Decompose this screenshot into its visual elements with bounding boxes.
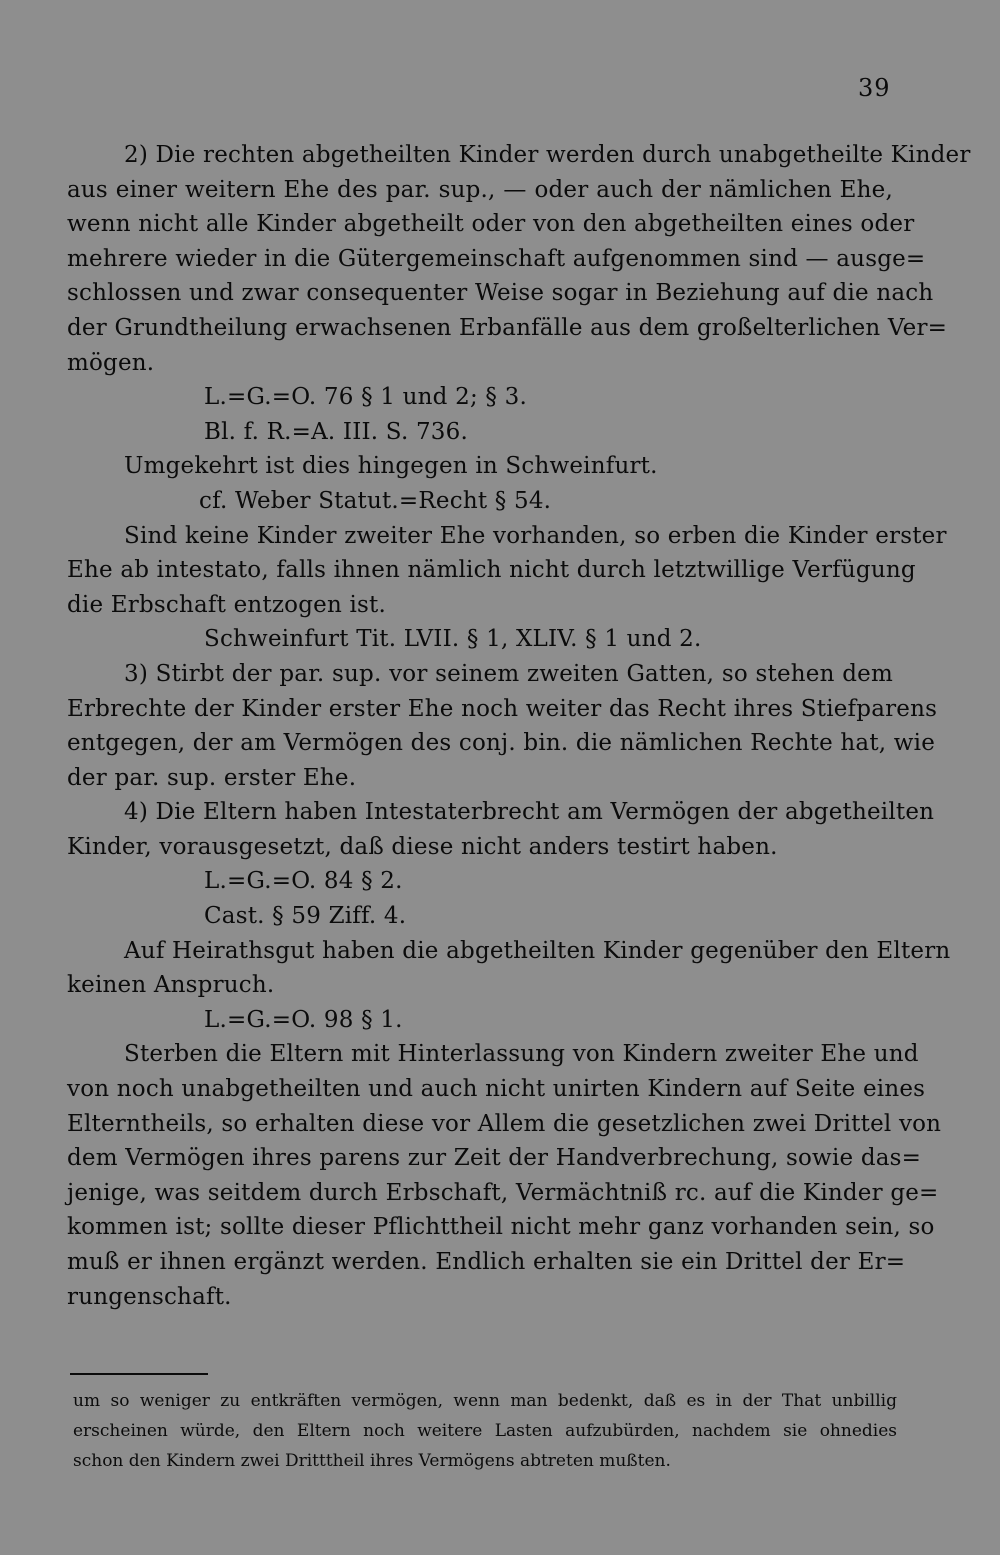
footnote-divider [70, 1373, 208, 1375]
footnote-line: erscheinen würde, den Eltern noch weitere Lasten aufzubürden, nachdem sie ohnedies [73, 1421, 897, 1441]
text-line: schlossen und zwar consequenter Weise sogar in Beziehung auf die nach [67, 280, 934, 307]
text-line: Auf Heirathsgut haben die abgetheilten Kinder gegenüber den Eltern [124, 937, 951, 964]
text-line: 4) Die Eltern haben Intestaterbrecht am Vermögen der abgetheilten [124, 799, 935, 826]
text-line: die Erbschaft entzogen ist. [67, 591, 386, 618]
text-line: Sind keine Kinder zweiter Ehe vorhanden, so erben die Kinder erster [124, 522, 947, 549]
text-line: rungenschaft. [67, 1283, 232, 1310]
text-line: der par. sup. erster Ehe. [67, 764, 357, 791]
text-line: keinen Anspruch. [67, 972, 275, 999]
text-line: L.=G.=O. 76 § 1 und 2; § 3. [204, 384, 527, 411]
text-line: aus einer weitern Ehe des par. sup., — oder auch der nämlichen Ehe, [67, 176, 893, 203]
text-line: Elterntheils, so erhalten diese vor Allem die gesetzlichen zwei Drittel von [67, 1110, 942, 1137]
text-line: mehrere wieder in die Gütergemeinschaft aufgenommen sind — ausge= [67, 245, 926, 272]
text-line: L.=G.=O. 84 § 2. [204, 868, 403, 895]
text-line: entgegen, der am Vermögen des conj. bin. die nämlichen Rechte hat, wie [67, 730, 936, 757]
text-line: cf. Weber Statut.=Recht § 54. [199, 487, 552, 514]
text-line: jenige, was seitdem durch Erbschaft, Vermächtniß rc. auf die Kinder ge= [67, 1179, 939, 1206]
text-line: 2) Die rechten abgetheilten Kinder werden durch unabgetheilte Kinder [124, 142, 971, 168]
text-line: Sterben die Eltern mit Hinterlassung von Kindern zweiter Ehe und [124, 1041, 919, 1068]
text-line: Cast. § 59 Ziff. 4. [204, 903, 407, 930]
footnote-line: schon den Kindern zwei Dritttheil ihres Vermögens abtreten mußten. [73, 1451, 671, 1471]
page-number: 39 [858, 74, 891, 102]
text-line: Kinder, vorausgesetzt, daß diese nicht anders testirt haben. [67, 833, 778, 860]
text-line: L.=G.=O. 98 § 1. [204, 1006, 403, 1033]
text-line: Ehe ab intestato, falls ihnen nämlich nicht durch letztwillige Verfügung [67, 557, 916, 584]
text-line: Erbrechte der Kinder erster Ehe noch weiter das Recht ihres Stiefparens [67, 695, 938, 722]
text-line: Umgekehrt ist dies hingegen in Schweinfurt. [124, 453, 658, 480]
text-line: mögen. [67, 349, 155, 376]
text-line: von noch unabgetheilten und auch nicht unirten Kindern auf Seite eines [67, 1076, 926, 1103]
text-line: muß er ihnen ergänzt werden. Endlich erhalten sie ein Drittel der Er= [67, 1249, 906, 1275]
text-line: wenn nicht alle Kinder abgetheilt oder von den abgetheilten eines oder [67, 211, 915, 238]
text-line: der Grundtheilung erwachsenen Erbanfälle aus dem großelterlichen Ver= [67, 314, 948, 341]
text-line: Schweinfurt Tit. LVII. § 1, XLIV. § 1 und 2. [204, 626, 702, 653]
footnote [73, 1386, 897, 1476]
footnote-line: um so weniger zu entkräften vermögen, wenn man bedenkt, daß es in der That unbillig [73, 1391, 897, 1411]
text-line: dem Vermögen ihres parens zur Zeit der Handverbrechung, sowie das= [67, 1145, 922, 1172]
main-text [67, 138, 971, 1314]
text-line: Bl. f. R.=A. III. S. 736. [204, 418, 468, 445]
text-line: kommen ist; sollte dieser Pflichttheil nicht mehr ganz vorhanden sein, so [67, 1214, 935, 1241]
text-line: 3) Stirbt der par. sup. vor seinem zweiten Gatten, so stehen dem [124, 660, 893, 687]
